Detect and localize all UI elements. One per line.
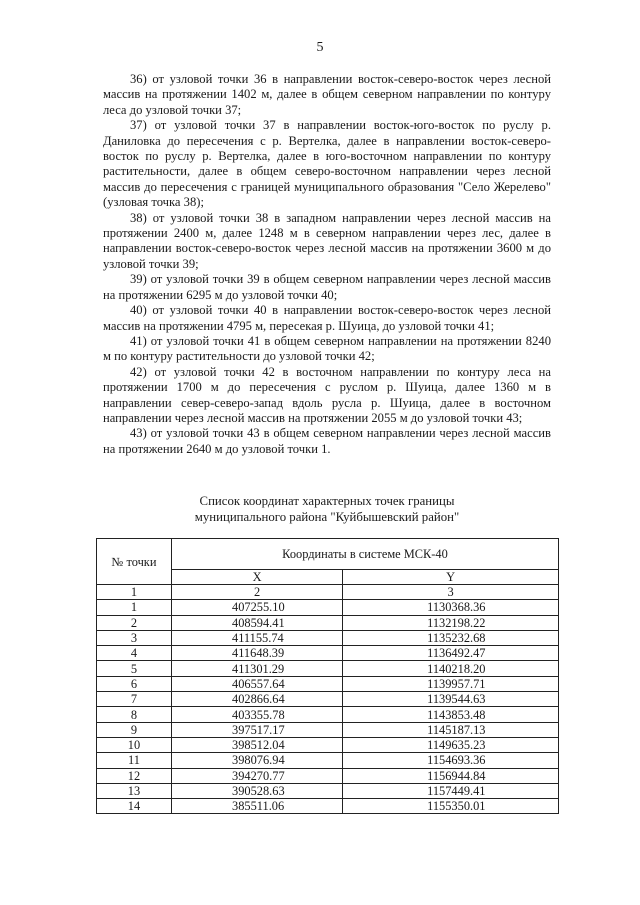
- point-number-cell: 6: [97, 676, 172, 691]
- paragraph-36: 36) от узловой точки 36 в направлении восток-северо-восток через лесной массив на протяжении 1402 м, далее в общем северном направлении по контуру леса до узловой точки 37;: [103, 72, 551, 117]
- y-coordinate-cell: 1157449.41: [343, 783, 559, 798]
- x-coordinate-cell: 398076.94: [172, 753, 343, 768]
- y-coordinate-cell: 1140218.20: [343, 661, 559, 676]
- coordinates-table-body: [97, 600, 559, 814]
- point-number-cell: 3: [97, 630, 172, 645]
- paragraph-43: 43) от узловой точки 43 в общем северном направлении через лесной массив на протяжении 2640 м до узловой точки 1.: [103, 426, 551, 456]
- y-coordinate-cell: 1130368.36: [343, 600, 559, 615]
- x-coordinate-cell: 408594.41: [172, 615, 343, 630]
- y-coordinate-cell: 1135232.68: [343, 630, 559, 645]
- paragraph-41: 41) от узловой точки 41 в общем северном направлении на протяжении 8240 м по контуру растительности до узловой точки 42;: [103, 333, 551, 364]
- y-coordinate-cell: 1136492.47: [343, 646, 559, 661]
- boundary-description: [103, 72, 551, 457]
- table-row: [97, 768, 559, 783]
- x-header: X: [172, 570, 343, 585]
- point-number-header: № точки: [97, 539, 172, 585]
- x-coordinate-cell: 385511.06: [172, 799, 343, 814]
- point-number-cell: 12: [97, 768, 172, 783]
- caption-line-1: Список координат характерных точек границы: [199, 494, 455, 508]
- x-coordinate-cell: 403355.78: [172, 707, 343, 722]
- paragraph-40: 40) от узловой точки 40 в направлении восток-северо-восток через лесной массив на протяжении 4795 м, пересекая р. Шуица, до узловой точки 41;: [103, 303, 551, 333]
- point-number-cell: 9: [97, 722, 172, 737]
- point-number-cell: 4: [97, 646, 172, 661]
- table-row: [97, 630, 559, 645]
- x-coordinate-cell: 402866.64: [172, 692, 343, 707]
- table-row: [97, 615, 559, 630]
- x-coordinate-cell: 411648.39: [172, 646, 343, 661]
- table-row: [97, 646, 559, 661]
- x-coordinate-cell: 411155.74: [172, 630, 343, 645]
- index-cell: 3: [343, 585, 559, 600]
- point-number-cell: 8: [97, 707, 172, 722]
- point-number-cell: 7: [97, 692, 172, 707]
- index-cell: 2: [172, 585, 343, 600]
- y-coordinate-cell: 1143853.48: [343, 707, 559, 722]
- table-row: [97, 661, 559, 676]
- point-number-cell: 14: [97, 799, 172, 814]
- x-coordinate-cell: 406557.64: [172, 676, 343, 691]
- y-coordinate-cell: 1145187.13: [343, 722, 559, 737]
- table-row: [97, 722, 559, 737]
- table-row: [97, 783, 559, 798]
- table-row: [97, 707, 559, 722]
- x-coordinate-cell: 411301.29: [172, 661, 343, 676]
- point-number-cell: 2: [97, 615, 172, 630]
- y-coordinate-cell: 1155350.01: [343, 799, 559, 814]
- caption-line-2: муниципального района "Куйбышевский район": [194, 510, 460, 524]
- table-caption: [103, 493, 551, 525]
- x-coordinate-cell: 394270.77: [172, 768, 343, 783]
- point-number-cell: 1: [97, 600, 172, 615]
- paragraph-38: 38) от узловой точки 38 в западном направлении через лесной массив на протяжении 2400 м, далее 1248 м в северном направлении через лес, далее в направлении восток-северо-восток через лесной массив на протяжении 3600 м до узловой точки 39;: [103, 210, 551, 271]
- paragraph-39: 39) от узловой точки 39 в общем северном направлении через лесной массив на протяжении 6295 м до узловой точки 40;: [103, 272, 551, 302]
- point-number-cell: 10: [97, 737, 172, 752]
- y-coordinate-cell: 1156944.84: [343, 768, 559, 783]
- table-row: [97, 676, 559, 691]
- table-row: [97, 799, 559, 814]
- paragraph-42: 42) от узловой точки 42 в восточном направлении по контуру леса на протяжении 1700 м до пересечения с руслом р. Шуица, далее 1360 м в направлении север-северо-запад вдоль русла р. Шуица, далее в восточном направлении через лесной массив на протяжении 2055 м до узловой точки 43;: [103, 364, 551, 425]
- coordinate-system-header: Координаты в системе МСК-40: [172, 539, 559, 570]
- index-cell: 1: [97, 585, 172, 600]
- page-number: 5: [316, 40, 324, 55]
- table-row: [97, 600, 559, 615]
- y-coordinate-cell: 1139544.63: [343, 692, 559, 707]
- x-coordinate-cell: 398512.04: [172, 737, 343, 752]
- y-coordinate-cell: 1149635.23: [343, 737, 559, 752]
- x-coordinate-cell: 407255.10: [172, 600, 343, 615]
- point-number-cell: 13: [97, 783, 172, 798]
- table-row: [97, 753, 559, 768]
- table-row: [97, 692, 559, 707]
- point-number-cell: 5: [97, 661, 172, 676]
- y-coordinate-cell: 1132198.22: [343, 615, 559, 630]
- y-coordinate-cell: 1139957.71: [343, 676, 559, 691]
- point-number-cell: 11: [97, 753, 172, 768]
- x-coordinate-cell: 397517.17: [172, 722, 343, 737]
- x-coordinate-cell: 390528.63: [172, 783, 343, 798]
- y-header: Y: [343, 570, 559, 585]
- paragraph-37: 37) от узловой точки 37 в направлении восток-юго-восток по руслу р. Даниловка до пересечения с р. Вертелка, далее в направлении восток-северо-восток по руслу р. Вертелка, далее в юго-восточном направлении по контуру растительности, далее в общем северо-восточном направлении через лесной массив до пересечения с границей муниципального образования "Село Жерелево" (узловая точка 38);: [103, 118, 551, 210]
- table-row: [97, 737, 559, 752]
- coordinates-table: [96, 538, 559, 814]
- y-coordinate-cell: 1154693.36: [343, 753, 559, 768]
